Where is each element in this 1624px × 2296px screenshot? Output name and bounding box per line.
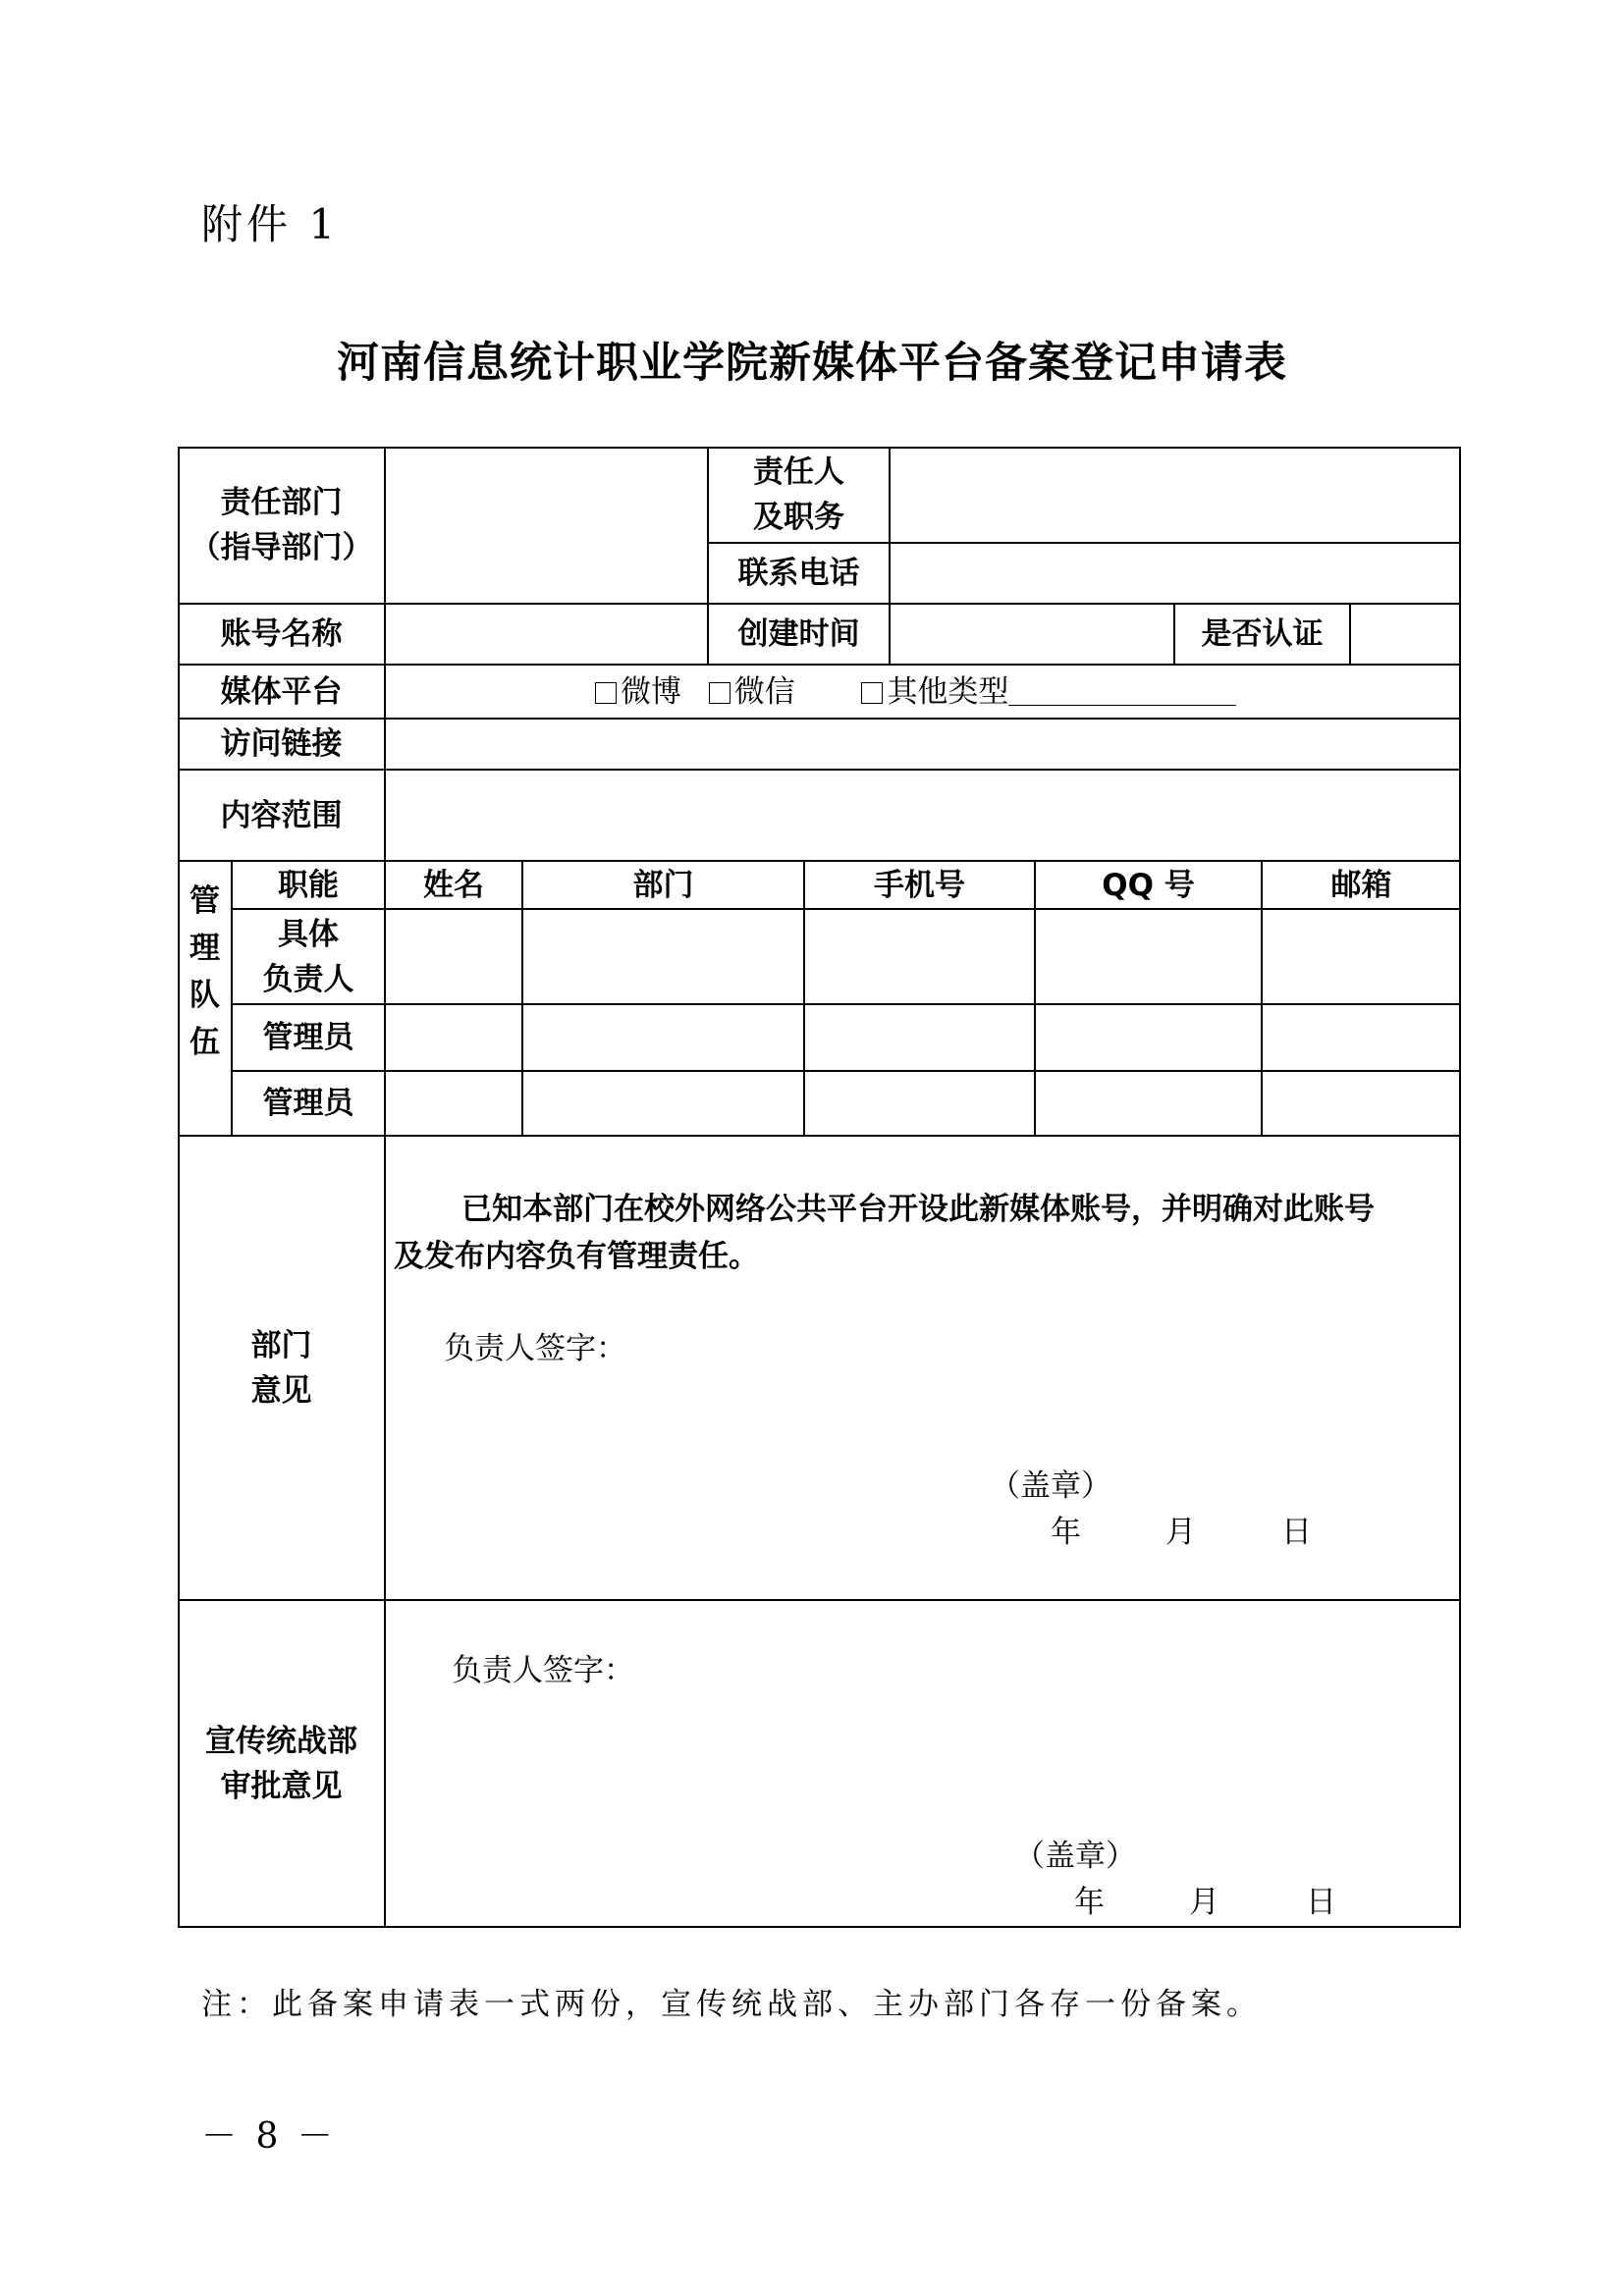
publicity-seal-label: （盖章） xyxy=(1014,1839,1136,1874)
team-phone-field[interactable] xyxy=(804,1004,1035,1071)
certified-label: 是否认证 xyxy=(1201,616,1324,652)
team-row-role: 管理员 xyxy=(262,1020,354,1055)
other-type-blank[interactable] xyxy=(1008,675,1236,706)
publicity-label-line1: 宣传统战部 xyxy=(205,1724,357,1759)
platform-label: 媒体平台 xyxy=(220,673,343,710)
dept-date-day: 日 xyxy=(1281,1515,1312,1550)
team-email-field[interactable] xyxy=(1262,1071,1461,1136)
created-time-label: 创建时间 xyxy=(737,616,860,652)
team-group-char: 队 xyxy=(189,978,220,1013)
scope-label: 内容范围 xyxy=(220,797,343,833)
header-phone: 手机号 xyxy=(874,867,965,903)
team-email-field[interactable] xyxy=(1262,1004,1461,1071)
attachment-label: 附件 1 xyxy=(201,200,340,248)
header-role: 职能 xyxy=(278,867,339,903)
platform-options xyxy=(595,668,1236,716)
team-dept-field[interactable] xyxy=(522,1004,804,1071)
dept-statement-line1: 已知本部门在校外网络公共平台开设此新媒体账号，并明确对此账号 xyxy=(461,1192,1375,1227)
team-dept-field[interactable] xyxy=(522,909,804,1004)
form-title: 河南信息统计职业学院新媒体平台备案登记申请表 xyxy=(337,339,1287,388)
link-label: 访问链接 xyxy=(220,726,343,762)
team-group-label xyxy=(178,874,232,1070)
header-qq: QQ 号 xyxy=(1102,867,1195,903)
person-label-line2: 及职务 xyxy=(753,500,844,535)
team-phone-field[interactable] xyxy=(804,909,1035,1004)
dept-value-field[interactable] xyxy=(385,447,708,604)
dept-date-year: 年 xyxy=(1051,1515,1081,1550)
team-qq-field[interactable] xyxy=(1035,1071,1262,1136)
dept-label-line2: （指导部门） xyxy=(189,530,373,565)
page-number: － 8 － xyxy=(201,2116,337,2157)
weibo-checkbox[interactable] xyxy=(595,682,617,704)
publicity-opinion-label xyxy=(178,1600,385,1928)
person-label-line1: 责任人 xyxy=(753,454,844,490)
team-phone-field[interactable] xyxy=(804,1071,1035,1136)
publicity-date-month: 月 xyxy=(1189,1885,1219,1920)
team-qq-field[interactable] xyxy=(1035,1004,1262,1071)
phone-label: 联系电话 xyxy=(737,556,860,591)
dept-seal-label: （盖章） xyxy=(990,1468,1111,1504)
wechat-option-label: 微信 xyxy=(733,674,795,710)
footnote: 注：此备案申请表一式两份，宣传统战部、主办部门各存一份备案。 xyxy=(201,1987,1262,2022)
created-time-field[interactable] xyxy=(890,604,1174,665)
weibo-option-label: 微博 xyxy=(621,674,681,710)
team-dept-field[interactable] xyxy=(522,1071,804,1136)
dept-opinion-label xyxy=(178,1136,385,1600)
team-group-char: 管 xyxy=(189,883,220,919)
header-email: 邮箱 xyxy=(1330,867,1392,903)
dept-opinion-label-line2: 意见 xyxy=(250,1372,312,1409)
team-group-char: 理 xyxy=(189,931,220,966)
person-value-field[interactable] xyxy=(890,447,1461,543)
role-line2: 负责人 xyxy=(262,961,354,997)
team-email-field[interactable] xyxy=(1262,909,1461,1004)
other-type-checkbox[interactable] xyxy=(861,682,883,704)
dept-label xyxy=(178,447,385,604)
role-line1: 具体 xyxy=(278,916,339,952)
dept-statement-line2: 及发布内容负有管理责任。 xyxy=(394,1239,759,1274)
team-name-field[interactable] xyxy=(385,1071,522,1136)
team-name-field[interactable] xyxy=(385,1004,522,1071)
certified-field[interactable] xyxy=(1350,604,1461,665)
other-type-option-label: 其他类型 xyxy=(887,674,1009,710)
team-row-role xyxy=(232,909,385,1004)
link-field[interactable] xyxy=(385,719,1461,770)
person-label xyxy=(708,447,890,543)
dept-date-month: 月 xyxy=(1165,1515,1196,1550)
account-name-field[interactable] xyxy=(385,604,708,665)
publicity-date-day: 日 xyxy=(1306,1885,1336,1920)
publicity-signature-label: 负责人签字： xyxy=(452,1653,634,1688)
header-department: 部门 xyxy=(632,867,694,903)
dept-label-line1: 责任部门 xyxy=(220,485,343,520)
dept-signature-label: 负责人签字： xyxy=(444,1331,626,1366)
wechat-checkbox[interactable] xyxy=(709,682,731,704)
team-qq-field[interactable] xyxy=(1035,909,1262,1004)
header-name: 姓名 xyxy=(423,867,484,903)
publicity-label-line2: 审批意见 xyxy=(220,1769,343,1804)
phone-value-field[interactable] xyxy=(890,543,1461,604)
scope-field[interactable] xyxy=(385,770,1461,861)
account-name-label: 账号名称 xyxy=(220,616,343,652)
team-name-field[interactable] xyxy=(385,909,522,1004)
dept-opinion-label-line1: 部门 xyxy=(250,1327,312,1363)
team-row-role: 管理员 xyxy=(262,1086,354,1121)
team-group-char: 伍 xyxy=(189,1025,220,1060)
publicity-date-year: 年 xyxy=(1074,1885,1105,1920)
